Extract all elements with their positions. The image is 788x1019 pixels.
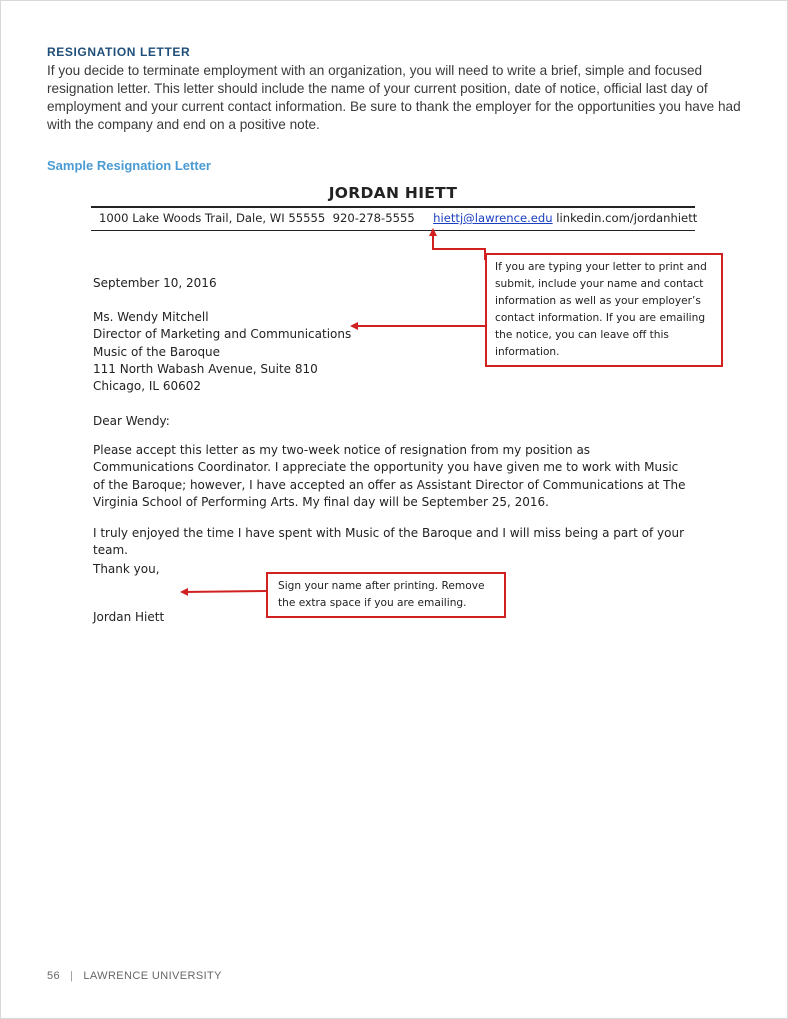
arrow-to-signature-space: [182, 591, 266, 592]
recipient-org: Music of the Baroque: [93, 345, 221, 359]
callout-contact-info: If you are typing your letter to print and submit, include your name and contact information as well as your employer’s contact information. If you are emailing the notice, you can leave off this information.: [485, 253, 723, 367]
contact-email-link[interactable]: hiettj@lawrence.edu: [433, 211, 553, 225]
sample-title: Sample Resignation Letter: [47, 158, 211, 173]
page-number: 56: [47, 970, 61, 982]
signature: Jordan Hiett: [93, 610, 165, 624]
letter-date: September 10, 2016: [93, 276, 217, 290]
section-heading: RESIGNATION LETTER: [47, 45, 191, 59]
recipient-title: Director of Marketing and Communications: [93, 327, 352, 341]
footer-separator: |: [70, 970, 74, 982]
letter-name-heading: JORDAN HIETT: [328, 184, 458, 202]
contact-address: 1000 Lake Woods Trail, Dale, WI 55555: [99, 211, 326, 225]
footer-institution: LAWRENCE UNIVERSITY: [83, 970, 222, 982]
recipient-street: 111 North Wabash Avenue, Suite 810: [93, 362, 318, 376]
recipient-name: Ms. Wendy Mitchell: [93, 310, 209, 324]
salutation: Dear Wendy:: [93, 414, 170, 428]
intro-paragraph: If you decide to terminate employment with an organization, you will need to write a brief, simple and focused resignation letter. This letter should include the name of your current position, date of notice, official last day of employment and your current contact information. Be sure to thank the employer for the opportunities you have had with the company and end on a positive note.: [47, 63, 741, 132]
contact-linkedin: linkedin.com/jordanhiett: [556, 211, 698, 225]
page-footer: [47, 970, 222, 982]
recipient-city: Chicago, IL 60602: [93, 379, 202, 393]
body-paragraph-1: Please accept this letter as my two-week notice of resignation from my position as Communications Coordinator. I appreciate the opportunity you have given me to work with Music of the Baroque; however, I have accepted an offer as Assistant Director of Communications at The Virginia School of Performing Arts. My final day will be September 25, 2016.: [93, 443, 686, 509]
callout-signature: Sign your name after printing. Remove the extra space if you are emailing.: [266, 572, 506, 618]
contact-phone: 920-278-5555: [332, 211, 415, 225]
body-paragraph-2: I truly enjoyed the time I have spent with Music of the Baroque and I will miss being a part of your team.: [93, 526, 685, 558]
arrow-to-email: [433, 230, 485, 260]
closing: Thank you,: [93, 562, 160, 576]
